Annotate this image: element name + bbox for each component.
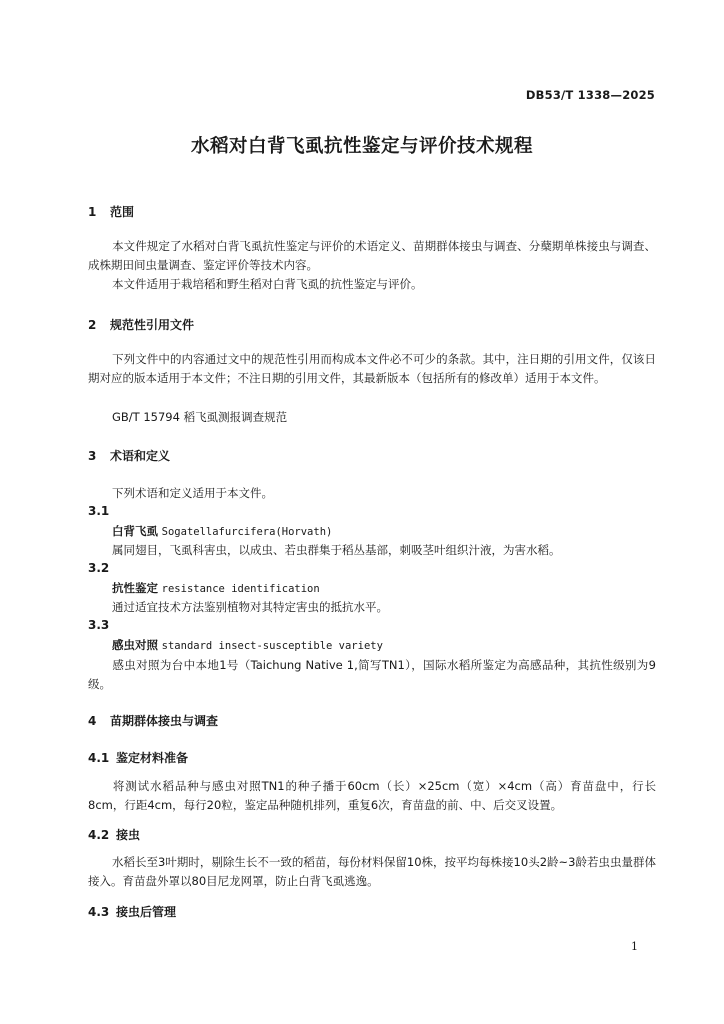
section-title: 苗期群体接虫与调查 — [110, 714, 219, 728]
section-1-paragraph-2 — [88, 275, 656, 294]
term-name-cn: 白背飞虱 — [112, 524, 158, 538]
section-4-heading — [88, 712, 218, 729]
section-number: 2 — [88, 318, 97, 332]
term-name-en: Sogatellafurcifera(Horvath) — [161, 526, 333, 538]
document-title: 水稻对白背飞虱抗性鉴定与评价技术规程 — [190, 136, 533, 157]
section-number: 4 — [88, 714, 97, 728]
subsection-4-1-paragraph — [88, 777, 656, 815]
subsection-4-1-heading — [88, 749, 188, 766]
subsection-4-3-heading — [88, 903, 176, 920]
term-3-3-number: 3.3 — [88, 618, 110, 632]
subsection-4-2-heading — [88, 826, 140, 843]
term-name-en: standard insect-susceptible variety — [161, 640, 383, 652]
term-name-cn: 抗性鉴定 — [112, 581, 158, 595]
section-1-heading — [88, 203, 134, 220]
section-3-intro: 下列术语和定义适用于本文件。 — [112, 486, 273, 500]
paragraph-text: 本文件适用于栽培稻和野生稻对白背飞虱的抗性鉴定与评价。 — [112, 277, 423, 291]
paragraph-text: 水稻长至3叶期时，剔除生长不一致的稻苗，每份材料保留10株，按平均每株接10头2龄~3龄若虫虫量群体接入。育苗盘外罩以80目尼龙网罩，防止白背飞虱逃逸。 — [88, 855, 656, 888]
section-title: 术语和定义 — [110, 449, 171, 463]
paragraph-text: 将测试水稻品种与感虫对照TN1的种子播于60cm（长）×25cm（宽）×4cm（高）育苗盘中，行长8cm，行距4cm，每行20粒，鉴定品种随机排列，重复6次，育苗盘的前、中、后交叉设置。 — [88, 779, 656, 812]
term-name-cn: 感虫对照 — [112, 638, 158, 652]
document-number: DB53/T 1338—2025 — [525, 88, 655, 102]
term-3-2-number: 3.2 — [88, 561, 110, 575]
term-3-1-definition: 属同翅目，飞虱科害虫，以成虫、若虫群集于稻丛基部，刺吸茎叶组织汁液，为害水稻。 — [112, 543, 561, 557]
paragraph-text: 本文件规定了水稻对白背飞虱抗性鉴定与评价的术语定义、苗期群体接虫与调查、分蘖期单株接虫与调查、成株期田间虫量调查、鉴定评价等技术内容。 — [88, 239, 656, 272]
page-number: 1 — [631, 940, 638, 953]
paragraph-text: 感虫对照为台中本地1号（Taichung Native 1,简写TN1），国际水稻所鉴定为高感品种，其抗性级别为9级。 — [88, 658, 656, 691]
section-title: 范围 — [110, 205, 135, 219]
section-1-paragraph-1 — [88, 237, 656, 275]
term-3-2-definition: 通过适宜技术方法鉴别植物对其特定害虫的抵抗水平。 — [112, 600, 388, 614]
normative-reference: GB/T 15794 稻飞虱测报调查规范 — [112, 410, 288, 424]
paragraph-text: 下列文件中的内容通过文中的规范性引用而构成本文件必不可少的条款。其中，注日期的引用文件，仅该日期对应的版本适用于本文件；不注日期的引用文件，其最新版本（包括所有的修改单）适用于本文件。 — [88, 352, 656, 385]
subsection-title: 接虫后管理 — [116, 905, 177, 919]
term-name-en: resistance identification — [161, 583, 320, 595]
section-number: 1 — [88, 205, 97, 219]
subsection-number: 4.2 — [88, 828, 110, 842]
subsection-title: 接虫 — [116, 828, 141, 842]
section-2-heading — [88, 316, 194, 333]
term-3-1-number: 3.1 — [88, 504, 110, 518]
section-title: 规范性引用文件 — [110, 318, 195, 332]
term-3-3-definition — [88, 656, 656, 694]
term-3-2-name — [112, 580, 320, 596]
section-3-heading — [88, 447, 170, 464]
section-2-paragraph — [88, 350, 656, 388]
term-3-1-name — [112, 523, 332, 539]
subsection-number: 4.3 — [88, 905, 110, 919]
subsection-title: 鉴定材料准备 — [116, 751, 189, 765]
section-number: 3 — [88, 449, 97, 463]
term-3-3-name — [112, 637, 383, 653]
subsection-4-2-paragraph — [88, 853, 656, 891]
subsection-number: 4.1 — [88, 751, 110, 765]
